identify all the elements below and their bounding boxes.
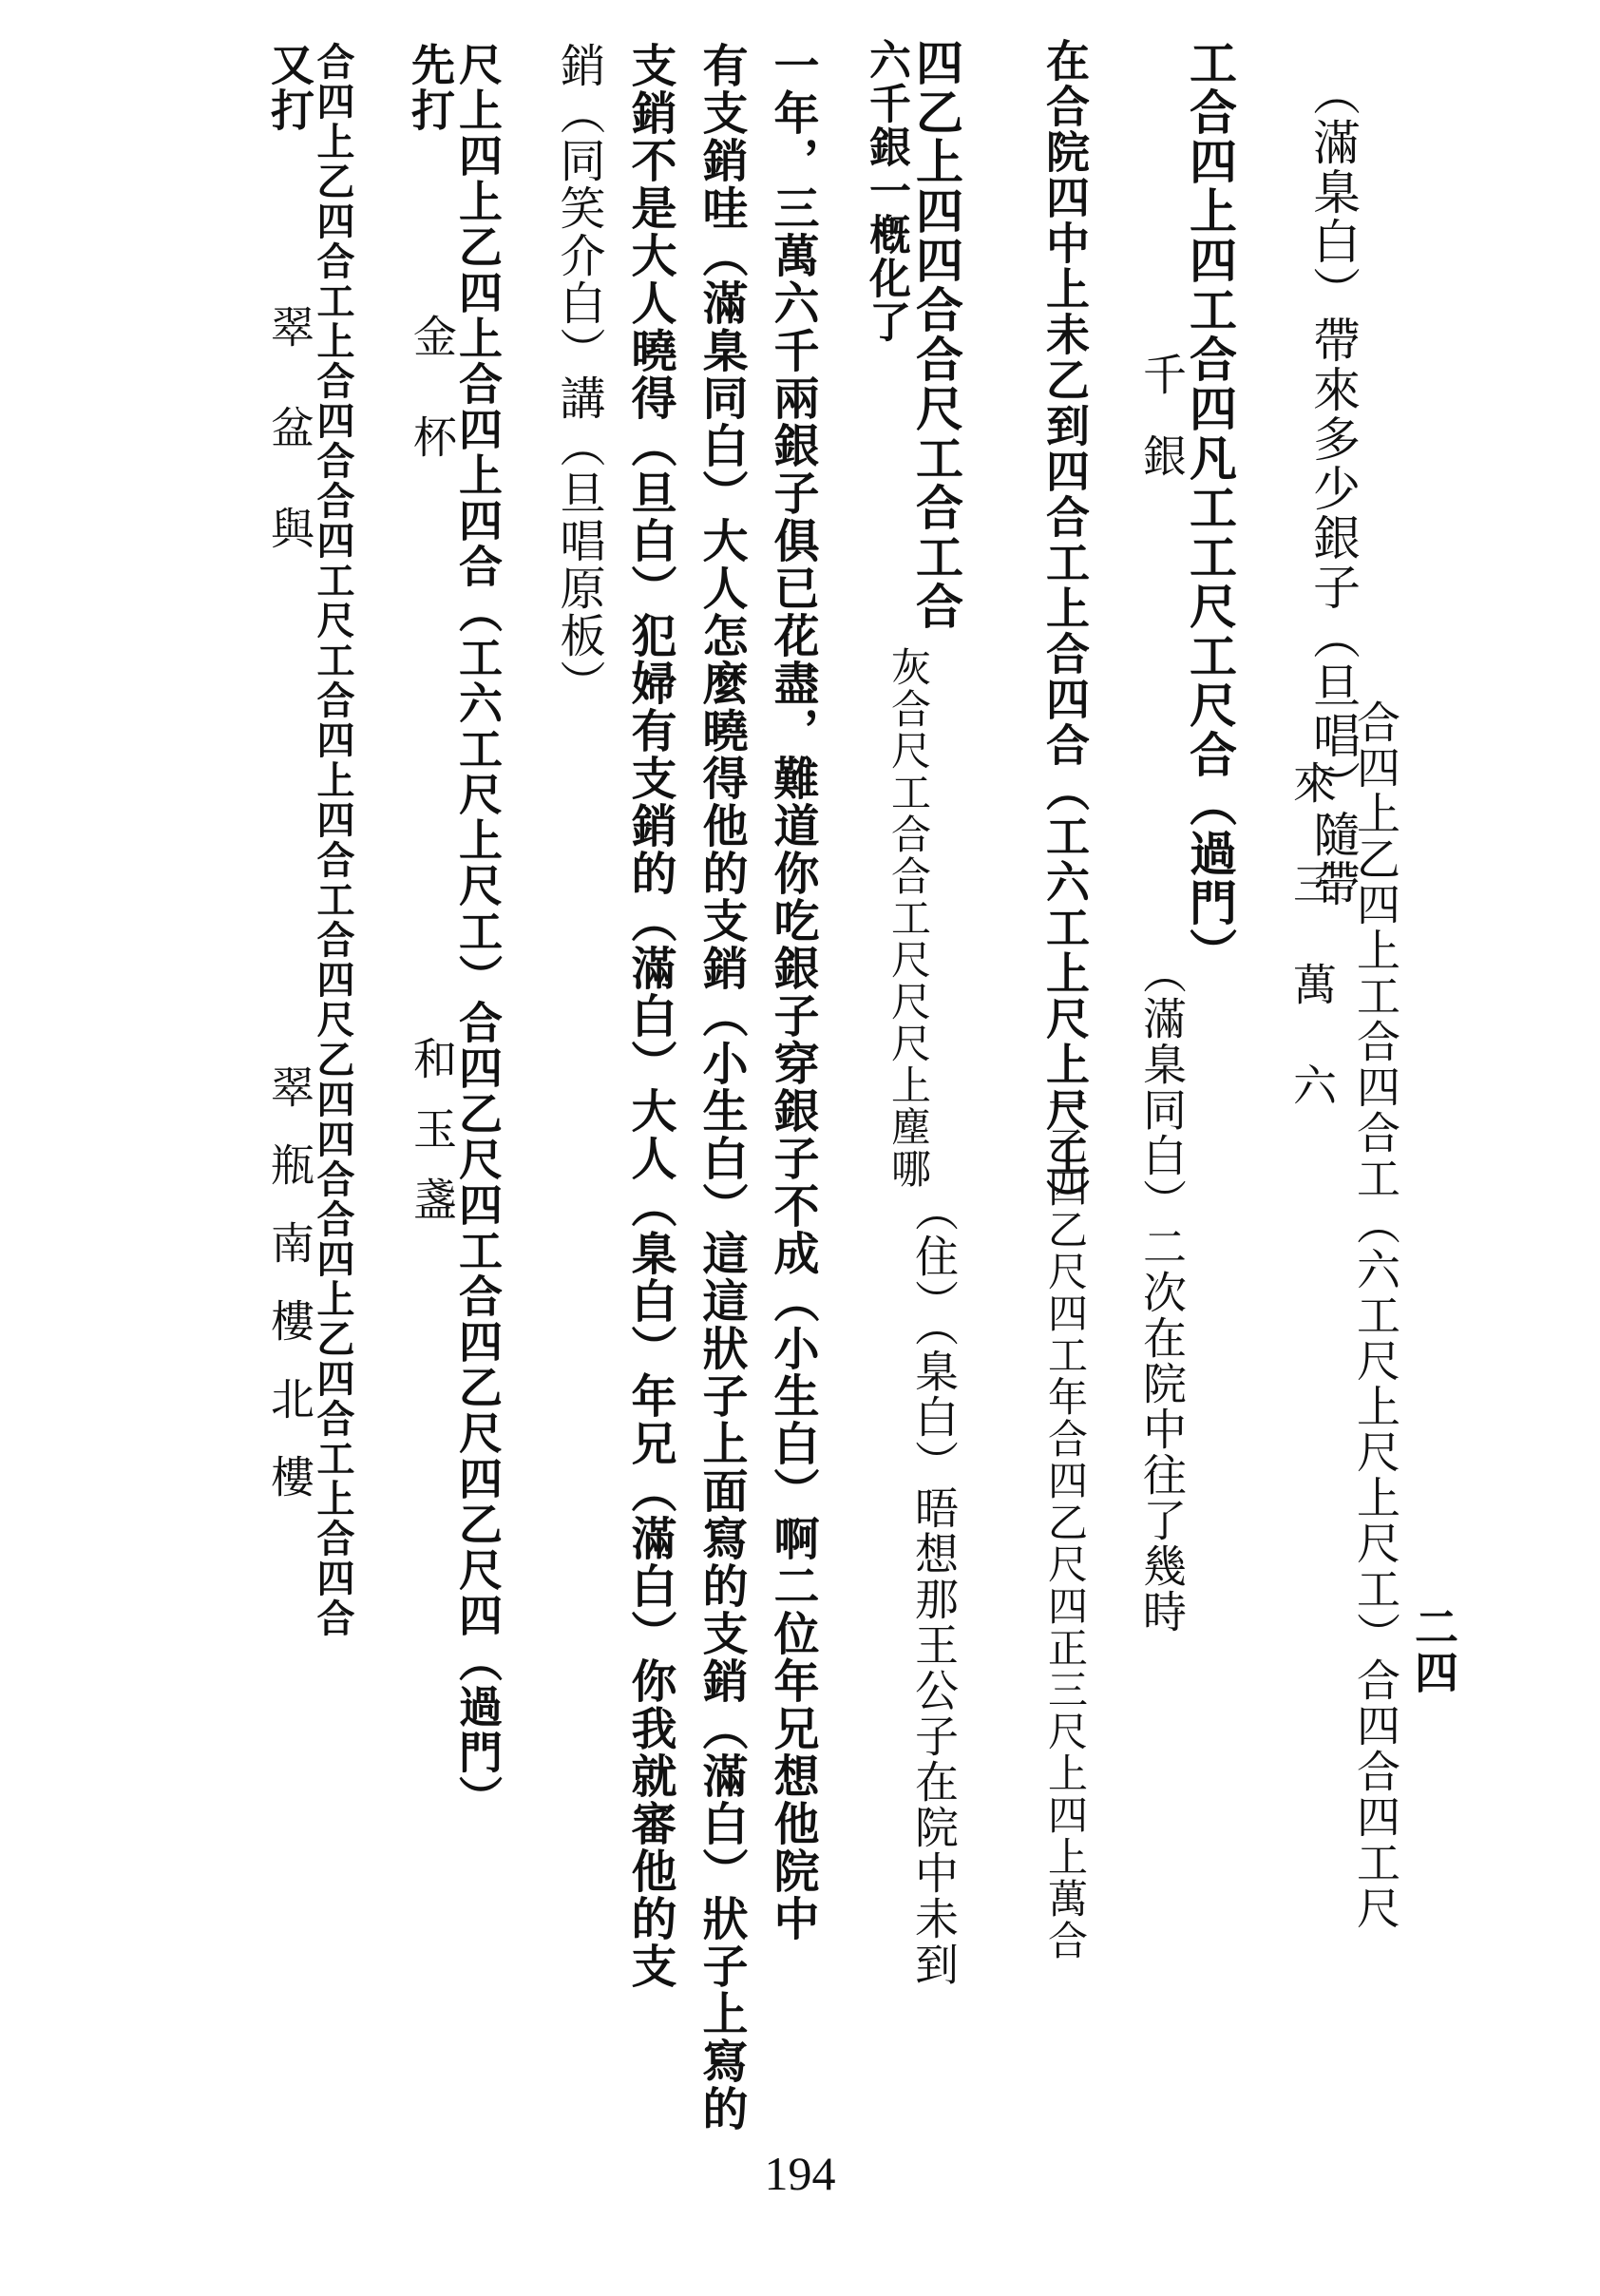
text-column-2b: 千銀 [1136, 352, 1188, 515]
text-column-9: 銷（同笑介白）講（旦唱原板） [552, 42, 605, 707]
text-column-13c: 翠瓶南樓北樓 [264, 1064, 315, 1532]
text-column-5: 六千銀一槪化了 [862, 38, 910, 344]
text-column-5c: （住）（臬白）晤想那王公子在院中未到 [908, 1188, 960, 1987]
page-number: 194 [764, 2147, 836, 2200]
text-column-11: 先打 [405, 42, 456, 133]
text-column-11c: 和玉盞 [407, 1036, 458, 1247]
text-column-1c: 來三萬六 [1286, 760, 1338, 1163]
text-column-12: 合四上乙四合工上合四合合四工尺工合四上四合工合四尺乙四四合合四上乙四合工上合四合 [311, 42, 355, 1638]
text-column-11b: 金杯 [407, 314, 458, 515]
text-column-3: 在合院四中上未乙到四合工上合四合（工六工上尺上尺工） [1039, 38, 1091, 1224]
text-column-1: （滿臬白）帶來多少銀子（旦唱）隨帶 [1305, 68, 1361, 909]
text-column-2: 工合四上四工合四凡工工尺工尺合（過門） [1182, 38, 1238, 977]
text-column-13b: 翠盆與 [264, 304, 315, 606]
text-column-5b: 灰合尺工合合工尺尺尺上塵哪 [886, 646, 932, 1190]
text-column-3b: 一乙四乙尺四工年合四乙尺四正三尺上四上萬合 [1042, 1083, 1089, 1961]
text-column-2c: （滿臬同白）二次在院中往了幾時 [1136, 950, 1188, 1635]
folio-marker: 二四 [1408, 1604, 1459, 1695]
text-column-13: 又打 [264, 42, 315, 133]
text-column-8: 支銷不是大人曉得（旦白）犯婦有支銷的（滿白）大人（臬白）年兄（滿白）你我就審他的支 [623, 42, 676, 1990]
text-column-4: 四乙上四四合合尺工合工合 [908, 38, 964, 631]
text-column-6: 一年，三萬六千兩銀子俱已花盡，難道你吃銀子穿銀子不成（小生白）啊二位年兄想他院中 [766, 42, 819, 1942]
text-column-7: 有支銷哇（滿臬同白）大人怎麼曉得他的支銷（小生白）這這狀子上面寫的支銷（滿白）狀子上寫的 [695, 42, 748, 2133]
text-column-1b: 合四上乙四上工合四合工（六工尺上尺上尺工）合四合四工尺 [1350, 699, 1401, 1931]
text-column-10: 尺上四上乙四上合四上四合（工六工尺上尺工）合四乙尺四工合四乙尺四乙尺四（過門） [452, 42, 504, 1821]
